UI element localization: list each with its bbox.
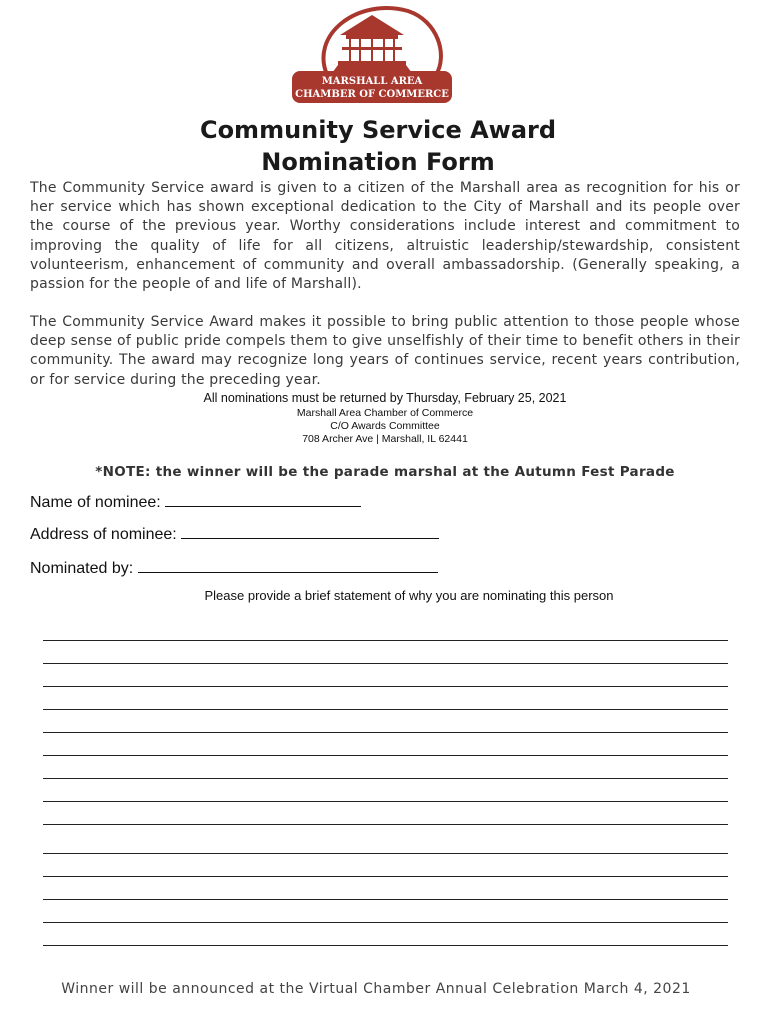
intro-paragraph: The Community Service award is given to a citizen of the Marshall area as recognition for his or her service which has shown exceptional dedication to the City of Marshall and its people over the course of the previous year. Worthy considerations include interest and commitment to improving the quality of life for all citizens, altruistic leadership/stewardship, consistent volunteerism, enhancement of community and overall ambassadorship. (Generally speaking, a passion for the people of and life of Marshall). — [30, 180, 740, 293]
winner-note: *NOTE: the winner will be the parade marshal at the Autumn Fest Parade — [95, 464, 675, 480]
nominee-name-field[interactable] — [30, 492, 361, 512]
nominee-address-blank[interactable] — [181, 524, 439, 539]
address-line1: Marshall Area Chamber of Commerce — [296, 407, 474, 419]
statement-line[interactable] — [43, 755, 728, 756]
nominee-address-label: Address of nominee: — [30, 526, 177, 543]
announcement-footer: Winner will be announced at the Virtual Chamber Annual Celebration March 4, 2021 — [61, 981, 691, 997]
statement-prompt: Please provide a brief statement of why you are nominating this person — [204, 588, 614, 603]
nominated-by-field[interactable] — [30, 558, 438, 578]
statement-line[interactable] — [43, 922, 728, 923]
statement-line[interactable] — [43, 945, 728, 946]
description-paragraph: The Community Service Award makes it possible to bring public attention to those people whose deep sense of public pride compels them to give unselfishly of their time to benefit others in their community. The award may recognize long years of continues service, recent years contribution, or for service during the preceding year. — [30, 314, 740, 388]
statement-line[interactable] — [43, 899, 728, 900]
address-line2: C/O Awards Committee — [330, 420, 440, 432]
logo-year: 1982 — [361, 64, 383, 73]
chamber-logo — [288, 5, 456, 115]
statement-line[interactable] — [43, 663, 728, 664]
statement-line[interactable] — [43, 853, 728, 854]
nominee-name-label: Name of nominee: — [30, 494, 161, 511]
deadline-text: All nominations must be returned by Thursday, February 25, 2021 — [203, 391, 567, 405]
statement-line[interactable] — [43, 801, 728, 802]
statement-line[interactable] — [43, 778, 728, 779]
nominee-address-field[interactable] — [30, 524, 439, 544]
nominated-by-label: Nominated by: — [30, 560, 134, 577]
logo-line2: CHAMBER OF COMMERCE — [295, 89, 449, 100]
statement-line[interactable] — [43, 824, 728, 825]
statement-line[interactable] — [43, 686, 728, 687]
gazebo-logo-icon — [288, 5, 456, 115]
logo-line1: MARSHALL AREA — [321, 76, 423, 87]
statement-line[interactable] — [43, 709, 728, 710]
page-title-line2: Nomination Form — [261, 148, 495, 176]
statement-line[interactable] — [43, 732, 728, 733]
address-line3: 708 Archer Ave | Marshall, IL 62441 — [302, 433, 468, 445]
page-title-line1: Community Service Award — [199, 116, 557, 144]
nominated-by-blank[interactable] — [138, 558, 438, 573]
statement-line[interactable] — [43, 640, 728, 641]
nominee-name-blank[interactable] — [165, 492, 361, 507]
statement-line[interactable] — [43, 876, 728, 877]
